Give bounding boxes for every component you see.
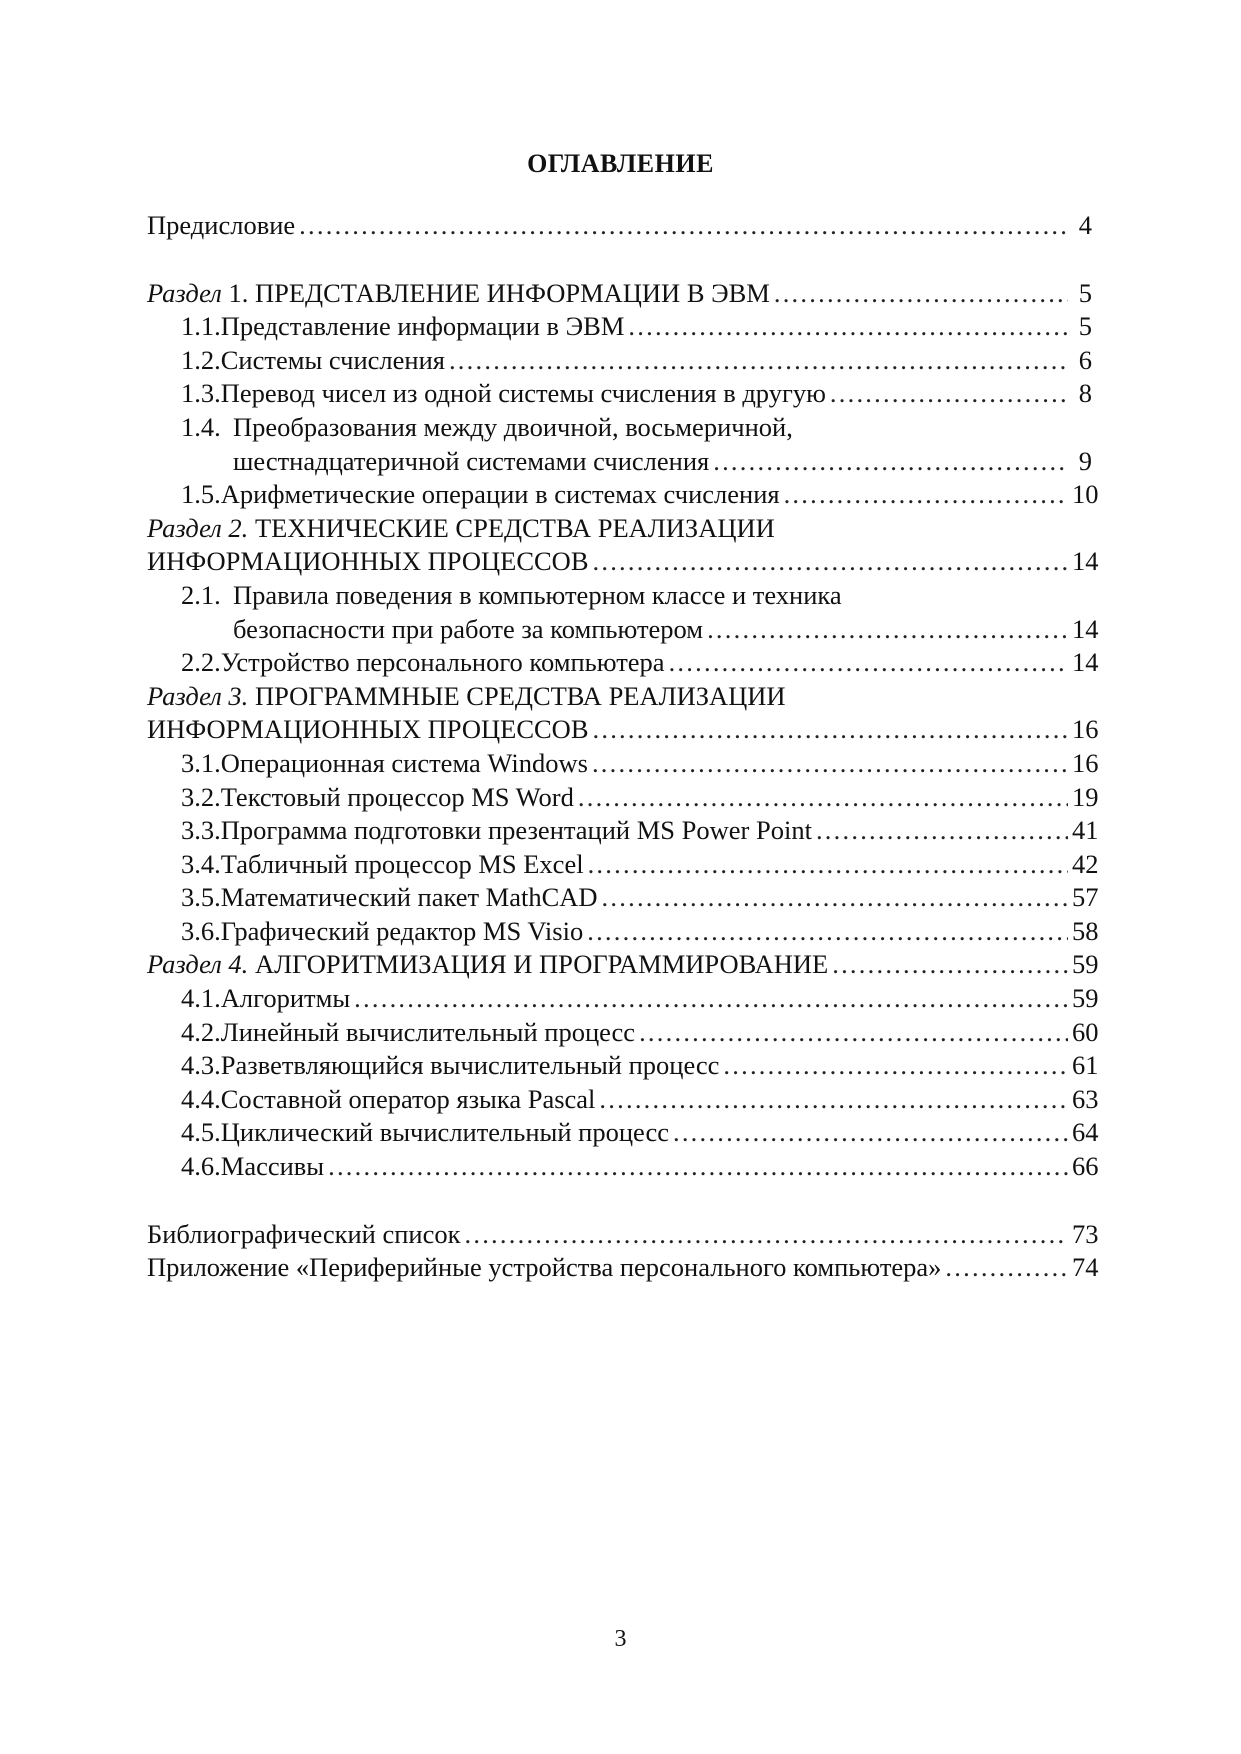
page-title: ОГЛАВЛЕНИЕ bbox=[527, 149, 714, 178]
toc-number: 4.6. bbox=[181, 1151, 221, 1182]
toc-page-number: 74 bbox=[1072, 1252, 1099, 1283]
toc-leader bbox=[673, 1116, 1068, 1150]
toc-number: 1.1. bbox=[181, 311, 221, 342]
toc-leader bbox=[713, 445, 1068, 479]
toc-label: Перевод чисел из одной системы счисления в другую bbox=[220, 378, 826, 409]
toc-label-line1: Раздел 3. ПРОГРАММНЫЕ СРЕДСТВА РЕАЛИЗАЦИИ bbox=[147, 680, 786, 711]
toc-page-number: 8 bbox=[1078, 378, 1092, 409]
toc-number: 4.3. bbox=[181, 1050, 221, 1081]
toc-label: ИНФОРМАЦИОННЫХ ПРОЦЕССОВ bbox=[147, 546, 589, 577]
toc-leader bbox=[328, 1150, 1068, 1184]
toc-entry-4-1[interactable] bbox=[147, 982, 1099, 1016]
page-number: 3 bbox=[614, 1626, 627, 1652]
toc-page-number: 64 bbox=[1072, 1117, 1099, 1148]
toc-page-number: 5 bbox=[1078, 311, 1092, 342]
toc-page-number: 57 bbox=[1072, 882, 1099, 913]
toc-label: Раздел 1. ПРЕДСТАВЛЕНИЕ ИНФОРМАЦИИ В ЭВМ bbox=[147, 277, 770, 308]
toc-leader bbox=[832, 948, 1068, 982]
toc-label: Приложение «Периферийные устройства персонального компьютера» bbox=[147, 1252, 942, 1283]
toc-label-line1: Раздел 2. ТЕХНИЧЕСКИЕ СРЕДСТВА РЕАЛИЗАЦИИ bbox=[147, 512, 775, 543]
toc-label: Разветвляющийся вычислительный процесс bbox=[220, 1050, 720, 1081]
spacer bbox=[147, 1184, 1092, 1218]
toc-leader bbox=[602, 881, 1068, 915]
toc-page-number: 14 bbox=[1072, 647, 1099, 678]
toc-page-number: 59 bbox=[1072, 949, 1099, 980]
toc-entry-4-3[interactable] bbox=[147, 1049, 1099, 1083]
toc-leader bbox=[816, 814, 1068, 848]
toc-label: Текстовый процессор MS Word bbox=[220, 781, 574, 812]
toc-label: Математический пакет MathCAD bbox=[220, 882, 598, 913]
toc-leader bbox=[587, 915, 1068, 949]
toc-leader bbox=[784, 478, 1068, 512]
toc-leader bbox=[830, 377, 1068, 411]
toc-page-number: 6 bbox=[1078, 344, 1092, 375]
toc-page-number: 42 bbox=[1072, 848, 1099, 879]
toc-entry-2-1[interactable] bbox=[147, 579, 1099, 646]
toc-leader bbox=[299, 209, 1068, 243]
toc-entry-3-5[interactable] bbox=[147, 881, 1099, 915]
toc-leader bbox=[639, 1016, 1068, 1050]
toc-label: Табличный процессор MS Excel bbox=[220, 848, 584, 879]
toc-entry-section-4[interactable] bbox=[147, 948, 1099, 982]
toc-page-number: 59 bbox=[1072, 983, 1099, 1014]
toc-label: Алгоритмы bbox=[220, 983, 351, 1014]
toc-leader bbox=[578, 781, 1068, 815]
toc-page-number: 10 bbox=[1072, 479, 1099, 510]
toc-leader bbox=[707, 613, 1068, 647]
toc-page-number: 9 bbox=[1078, 445, 1092, 476]
toc-entry-4-4[interactable] bbox=[147, 1083, 1099, 1117]
toc-leader bbox=[774, 277, 1068, 311]
toc-label: Программа подготовки презентаций MS Power Point bbox=[220, 815, 812, 846]
toc-number: 4.4. bbox=[181, 1083, 221, 1114]
toc-entry-1-4[interactable] bbox=[147, 411, 1092, 478]
toc-page-number: 16 bbox=[1072, 714, 1099, 745]
toc-leader bbox=[723, 1049, 1068, 1083]
toc-label: безопасности при работе за компьютером bbox=[233, 613, 704, 644]
toc-page-number: 58 bbox=[1072, 915, 1099, 946]
toc-entry-3-2[interactable] bbox=[147, 781, 1099, 815]
toc-leader bbox=[449, 344, 1068, 378]
toc-entry-4-6[interactable] bbox=[147, 1150, 1099, 1184]
toc-entry-4-2[interactable] bbox=[147, 1016, 1099, 1050]
toc-entry-3-3[interactable] bbox=[147, 814, 1099, 848]
toc-page-number: 60 bbox=[1072, 1016, 1099, 1047]
toc-leader bbox=[593, 713, 1069, 747]
toc-entry-3-1[interactable] bbox=[147, 747, 1099, 781]
toc-leader bbox=[669, 646, 1068, 680]
toc-page-number: 41 bbox=[1072, 815, 1099, 846]
toc-number: 3.2. bbox=[181, 781, 221, 812]
toc-number: 3.6. bbox=[181, 915, 221, 946]
toc-label: шестнадцатеричной системами счисления bbox=[233, 445, 710, 476]
toc-entry-1-2[interactable] bbox=[147, 344, 1092, 378]
toc-leader bbox=[593, 545, 1069, 579]
toc-label: Составной оператор языка Pascal bbox=[220, 1083, 596, 1114]
toc-leader bbox=[945, 1251, 1068, 1285]
toc-number: 1.3. bbox=[181, 378, 221, 409]
toc-page-number: 61 bbox=[1072, 1050, 1099, 1081]
toc-number: 4.5. bbox=[181, 1117, 221, 1148]
toc-label: Линейный вычислительный процесс bbox=[220, 1016, 636, 1047]
toc-page-number: 14 bbox=[1072, 546, 1099, 577]
toc-entry-3-4[interactable] bbox=[147, 848, 1099, 882]
toc-number: 4.2. bbox=[181, 1016, 221, 1047]
toc-entry-appendix[interactable] bbox=[147, 1251, 1099, 1285]
toc-entry-section-3[interactable] bbox=[147, 680, 1099, 747]
toc-number: 3.1. bbox=[181, 747, 221, 778]
toc-leader bbox=[465, 1218, 1069, 1252]
toc-label: ИНФОРМАЦИОННЫХ ПРОЦЕССОВ bbox=[147, 714, 589, 745]
toc-leader bbox=[588, 848, 1068, 882]
toc-entry-preface[interactable] bbox=[147, 209, 1092, 243]
table-of-contents bbox=[147, 209, 1099, 1285]
toc-page-number: 14 bbox=[1072, 613, 1099, 644]
toc-label: Системы счисления bbox=[220, 344, 445, 375]
toc-leader bbox=[628, 310, 1068, 344]
toc-entry-2-2[interactable] bbox=[147, 646, 1099, 680]
toc-page-number: 66 bbox=[1072, 1151, 1099, 1182]
toc-entry-section-1[interactable] bbox=[147, 277, 1092, 311]
toc-leader bbox=[354, 982, 1068, 1016]
toc-number: 3.4. bbox=[181, 848, 221, 879]
toc-label: Устройство персонального компьютера bbox=[220, 647, 665, 678]
toc-label: Графический редактор MS Visio bbox=[220, 915, 584, 946]
toc-page-number: 4 bbox=[1078, 210, 1092, 240]
toc-entry-4-5[interactable] bbox=[147, 1116, 1099, 1150]
toc-entry-1-5[interactable] bbox=[147, 478, 1099, 512]
toc-page-number: 16 bbox=[1072, 747, 1099, 778]
toc-label: Предисловие bbox=[147, 210, 296, 240]
toc-number: 2.2. bbox=[181, 647, 221, 678]
toc-label: Арифметические операции в системах счисления bbox=[220, 479, 780, 510]
toc-page-number: 63 bbox=[1072, 1083, 1099, 1114]
toc-page-number: 5 bbox=[1078, 277, 1092, 308]
toc-entry-bibliography[interactable] bbox=[147, 1218, 1099, 1252]
toc-label: Циклический вычислительный процесс bbox=[220, 1117, 669, 1148]
toc-number: 1.2. bbox=[181, 344, 221, 375]
toc-page-number: 73 bbox=[1072, 1218, 1099, 1249]
toc-number: 3.3. bbox=[181, 815, 221, 846]
toc-entry-1-1[interactable] bbox=[147, 310, 1092, 344]
toc-label-line1: 1.4. Преобразования между двоичной, восьмеричной, bbox=[181, 411, 793, 442]
toc-page-number: 19 bbox=[1072, 781, 1099, 812]
toc-label: Представление информации в ЭВМ bbox=[220, 311, 625, 342]
toc-entry-1-3[interactable] bbox=[147, 377, 1092, 411]
toc-number: 1.5. bbox=[181, 479, 221, 510]
toc-leader bbox=[592, 747, 1068, 781]
spacer bbox=[147, 243, 1092, 277]
toc-label: Массивы bbox=[220, 1151, 325, 1182]
toc-label: Операционная система Windows bbox=[220, 747, 588, 778]
toc-number: 3.5. bbox=[181, 882, 221, 913]
toc-label: Библиографический список bbox=[147, 1218, 461, 1249]
toc-leader bbox=[599, 1083, 1068, 1117]
toc-label-line1: 2.1. Правила поведения в компьютерном классе и техника bbox=[181, 579, 842, 610]
toc-number: 4.1. bbox=[181, 983, 221, 1014]
toc-label: Раздел 4. АЛГОРИТМИЗАЦИЯ И ПРОГРАММИРОВАНИЕ bbox=[147, 949, 829, 980]
toc-entry-section-2[interactable] bbox=[147, 512, 1099, 579]
toc-entry-3-6[interactable] bbox=[147, 915, 1099, 949]
